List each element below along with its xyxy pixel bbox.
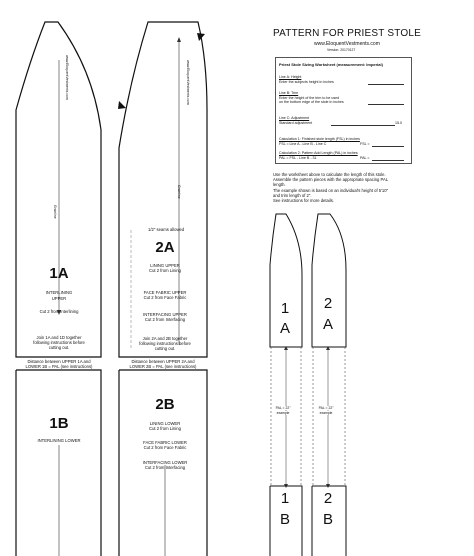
instruction-line: and trim length of 2". xyxy=(273,192,312,198)
piece-1b-label: 1B xyxy=(49,415,69,432)
line-c-label: Line C: Adjustment xyxy=(279,116,310,120)
instruction-line: Use the worksheet above to calculate the length of this stole. xyxy=(273,172,386,177)
piece-2a-label: 2A xyxy=(155,239,175,256)
piece-1a-grainline-label: Grainline xyxy=(53,205,57,219)
piece-2a-lining: LINING UPPER xyxy=(150,263,180,268)
instruction-line: Assemble the pattern pieces with the appropriate spacing PAL xyxy=(273,177,389,183)
distance-1-line1: Distance between UPPER 1A and xyxy=(27,359,91,364)
piece-1a-name1: INTERLINING xyxy=(45,290,73,295)
piece-2b-lining: LINING LOWER xyxy=(149,421,181,426)
piece-2b-label: 2B xyxy=(155,396,175,413)
instruction-line: The example shown is based on an individual's height of 5'10" xyxy=(273,187,389,193)
example-2a-top: 2 xyxy=(323,295,333,312)
example-2b-bot: B xyxy=(322,511,334,528)
piece-2a-face: FACE FABRIC UPPER xyxy=(143,290,187,295)
piece-1a-cut: Cut 2 from Interlining xyxy=(39,309,79,314)
line-a-field[interactable] xyxy=(368,84,404,85)
piece-1a-website: www.EloquentVestments.com xyxy=(65,55,69,100)
piece-2a-join1: Join 2A and 2B together xyxy=(142,336,188,341)
line-b-field[interactable] xyxy=(368,104,404,105)
example-pal-2: PAL = 22" xyxy=(318,406,334,410)
example-1a-bot: A xyxy=(279,320,291,337)
piece-2a-grainline-label: Grainline xyxy=(177,185,181,199)
piece-2a-inter-cut: Cut 2 from Interfacing xyxy=(144,317,186,322)
instruction-line: See instructions for more details. xyxy=(273,198,334,204)
line-b-text2: on the bottom edge of the stole in inches xyxy=(279,100,344,104)
piece-1a-name2: UPPER xyxy=(51,296,67,301)
version-text: Version: 20170127 xyxy=(327,48,356,52)
piece-2a-seam-allowance: 1/2" seams allowed xyxy=(148,227,185,232)
fsl-field[interactable] xyxy=(372,146,404,147)
piece-2b-lining-cut: Cut 2 from Lining xyxy=(149,426,181,431)
grainline-arrow xyxy=(177,37,181,42)
example-2a-bot: A xyxy=(322,316,334,333)
piece-2a-join3: cutting out. xyxy=(154,346,176,351)
piece-2a-outline xyxy=(119,22,207,357)
line-b-label: Line B: Trim xyxy=(279,91,299,95)
instructions-block xyxy=(273,172,388,203)
calc1-result: FSL = xyxy=(360,142,370,146)
piece-1a-label: 1A xyxy=(49,265,69,282)
notch-marker xyxy=(197,33,205,41)
piece-2b-face-cut: Cut 2 from Face Fabric xyxy=(143,445,187,450)
distance-2-line2: LOWER 2B = PAL (see instructions) xyxy=(129,364,197,369)
piece-1a-outline xyxy=(16,22,101,357)
piece-2b-inter: INTERFACING LOWER xyxy=(142,460,188,465)
worksheet-title: Priest Stole Sizing Worksheet (measurement: Imperial) xyxy=(279,62,383,67)
piece-2a-face-cut: Cut 2 from Face Fabric xyxy=(143,295,187,300)
example-1a-top: 1 xyxy=(280,300,290,317)
notch-marker xyxy=(118,101,126,109)
example-pal-1-note: example xyxy=(276,411,290,415)
line-c-field xyxy=(331,125,395,126)
piece-1a-join1: Join 1A and 1D together xyxy=(36,335,82,340)
page-title: PATTERN FOR PRIEST STOLE xyxy=(273,28,421,39)
piece-2b-inter-cut: Cut 2 from Interfacing xyxy=(144,465,186,470)
calc1-label: Calculation 1: Finished stole length (FSL) in inches xyxy=(279,137,360,141)
piece-1a-join2: following instructions before xyxy=(33,340,85,345)
example-pal-2-note: example xyxy=(319,411,333,415)
website-link[interactable]: www.EloquentVestments.com xyxy=(314,41,380,47)
instruction-line: length. xyxy=(273,182,286,188)
piece-1b-outline xyxy=(16,370,101,556)
piece-2a-inter: INTERFACING UPPER xyxy=(143,312,187,317)
line-b-text1: Enter the height of the trim to be used xyxy=(279,96,340,100)
distance-1-line2: LOWER 1B = PAL (see instructions) xyxy=(25,364,93,369)
pal-field[interactable] xyxy=(372,160,404,161)
calc2-label: Calculation 2: Pattern Add Length (PAL) in inches xyxy=(279,151,358,155)
piece-2a-lining-cut: Cut 2 from Lining xyxy=(149,268,181,273)
calc1-text: FSL = Line A - Line B - Line C xyxy=(279,142,327,146)
calc2-text: PAL = FSL - Line B - 31 xyxy=(279,156,317,160)
line-c-text: Standard adjustment xyxy=(279,121,313,125)
line-a-text: Enter the subjects height in inches xyxy=(279,80,334,84)
piece-2b-face: FACE FABRIC LOWER xyxy=(143,440,187,445)
piece-2a-website: www.EloquentVestments.com xyxy=(186,60,190,105)
piece-1b-name: INTERLINING LOWER xyxy=(37,438,81,443)
distance-2-line1: Distance between UPPER 2A and xyxy=(131,359,195,364)
example-1b-bot: B xyxy=(279,511,291,528)
line-a-label: Line A: Height xyxy=(279,75,302,79)
line-c-value: 15.0 xyxy=(395,121,402,125)
piece-2a-join2: following instructions before xyxy=(139,341,191,346)
example-1b-top: 1 xyxy=(280,490,290,507)
sizing-worksheet xyxy=(275,57,412,164)
example-pal-1: PAL = 22" xyxy=(275,406,291,410)
calc2-result: PAL = xyxy=(360,156,370,160)
example-2b-top: 2 xyxy=(323,490,333,507)
piece-1a-join3: cutting out. xyxy=(48,345,70,350)
